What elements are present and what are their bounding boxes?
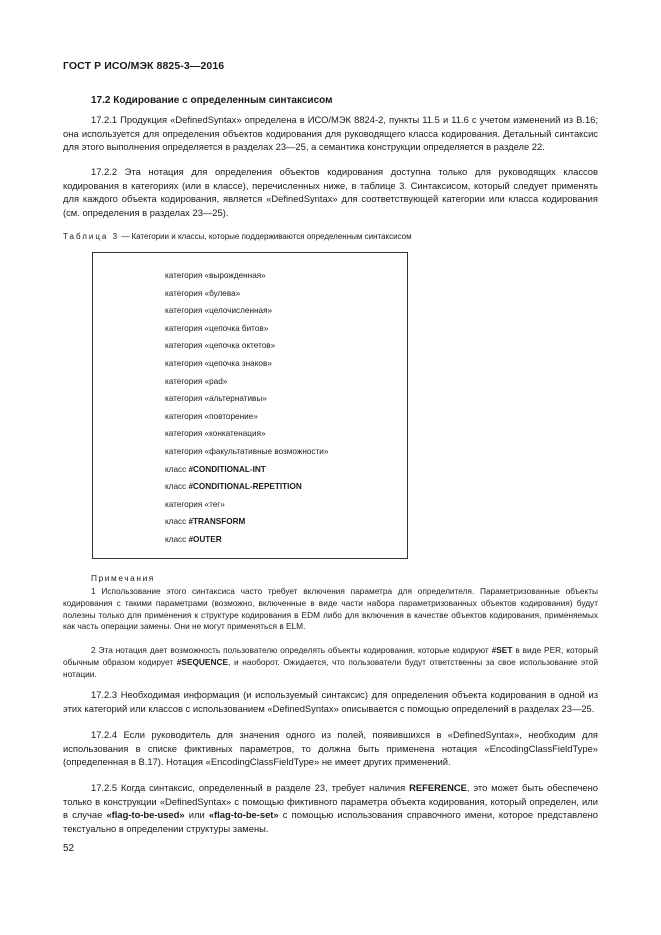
document-header: ГОСТ Р ИСО/МЭК 8825-3—2016	[63, 60, 225, 72]
table-row: класс #OUTER	[165, 534, 222, 544]
paragraph-text: 17.2.3 Необходимая информация (и используемый синтаксис) для определения объекта кодирования в одной из этих категорий или классов с использованием «DefinedSyntax» описывается с помощью определений в разделах 23—25.	[63, 689, 598, 714]
table-row: категория «цепочка октетов»	[165, 341, 276, 351]
paragraph-17-2-3	[63, 688, 598, 715]
table-row: категория «pad»	[165, 376, 228, 386]
table-row: категория «вырожденная»	[165, 271, 266, 280]
paragraph-17-2-1	[63, 113, 598, 154]
table-row: категория «цепочка битов»	[165, 323, 269, 333]
paragraph-17-2-5	[63, 781, 598, 835]
note-text: 1 Использование этого синтаксиса часто требует включения параметра для определителя. Параметризованные объекты кодирования с такими параметрами (возможно, включенные в виде части набора параметризованных объектов кодирования) будут полезны только для применения к структуре кодирования в EDM либо для включения в качестве объектов кодирования, применяемых как часть операции замены. Они не могут применяться в ELM.	[63, 586, 598, 632]
table-row: категория «повторение»	[165, 411, 258, 421]
notes-title: Примечания	[91, 573, 155, 583]
table-row: категория «целочисленная»	[165, 306, 273, 316]
paragraph-text: 17.2.2 Эта нотация для определения объектов кодирования доступна только для руководящих классов кодирования в категориях (или в классе), перечисленных ниже, в таблице 3. Синтаксисом, который следует применять для каждого объекта кодирования, является «DefinedSyntax» для соответствующей категории или класса кодирования (см. определения в разделах 23—25).	[63, 166, 598, 218]
table-row: категория «тег»	[165, 499, 225, 509]
table-caption	[63, 232, 412, 241]
table-row: класс #CONDITIONAL-INT	[165, 464, 266, 474]
paragraph-text: 17.2.5 Когда синтаксис, определенный в разделе 23, требует наличия REFERENCE, это может быть обеспечено только в конструкции «DefinedSyntax» с помощью фиктивного параметра объекта кодирования, который определен, или в случае «flag-to-be-used» или «flag-to-be-set» с помощью использования справочного имени, которое представлено текстуально в определении структуры замены.	[63, 782, 598, 834]
table-caption-text: — Категории и классы, которые поддерживаются определенным синтаксисом	[119, 232, 412, 241]
table-caption-label: Таблица 3	[63, 232, 120, 241]
table-row: класс #CONDITIONAL-REPETITION	[165, 482, 302, 492]
table-row: категория «альтернативы»	[165, 394, 267, 404]
categories-table	[92, 252, 408, 559]
table-row: категория «булева»	[165, 288, 241, 298]
section-title: 17.2 Кодирование с определенным синтаксисом	[91, 95, 333, 106]
note-1	[63, 586, 598, 633]
paragraph-17-2-2	[63, 165, 598, 219]
note-2	[63, 645, 598, 680]
note-text: 2 Эта нотация дает возможность пользователю определять объекты кодирования, которые кодируют #SET в виде PER, который обычным образом кодирует #SEQUENCE, и наоборот. Ожидается, что пользователи будут ответственны за свое использование этой нотации.	[63, 645, 598, 679]
page-number: 52	[63, 843, 75, 854]
table-row: класс #TRANSFORM	[165, 517, 246, 527]
table-row: категория «цепочка знаков»	[165, 358, 272, 368]
paragraph-17-2-4	[63, 728, 598, 769]
paragraph-text: 17.2.4 Если руководитель для значения одного из полей, появившихся в «DefinedSyntax», необходим для использования в списке фиктивных параметров, то должна быть применена нотация «EncodingClassFieldType» (определенная в B.17). Нотация «EncodingClassFieldType» не имеет других применений.	[63, 729, 598, 767]
table-row: категория «конкатенация»	[165, 429, 266, 439]
paragraph-text: 17.2.1 Продукция «DefinedSyntax» определена в ИСО/МЭК 8824-2, пункты 11.5 и 11.6 с учетом изменений из B.16; она используется для определения объектов кодирования для руководящего класса кодирования. Детальный синтаксис для этого выполнения определяется в разделах 23—25, а семантика конструкции определяется в разделе 22.	[63, 114, 598, 152]
table-row: категория «факультативные возможности»	[165, 446, 329, 456]
categories-list	[165, 267, 328, 549]
